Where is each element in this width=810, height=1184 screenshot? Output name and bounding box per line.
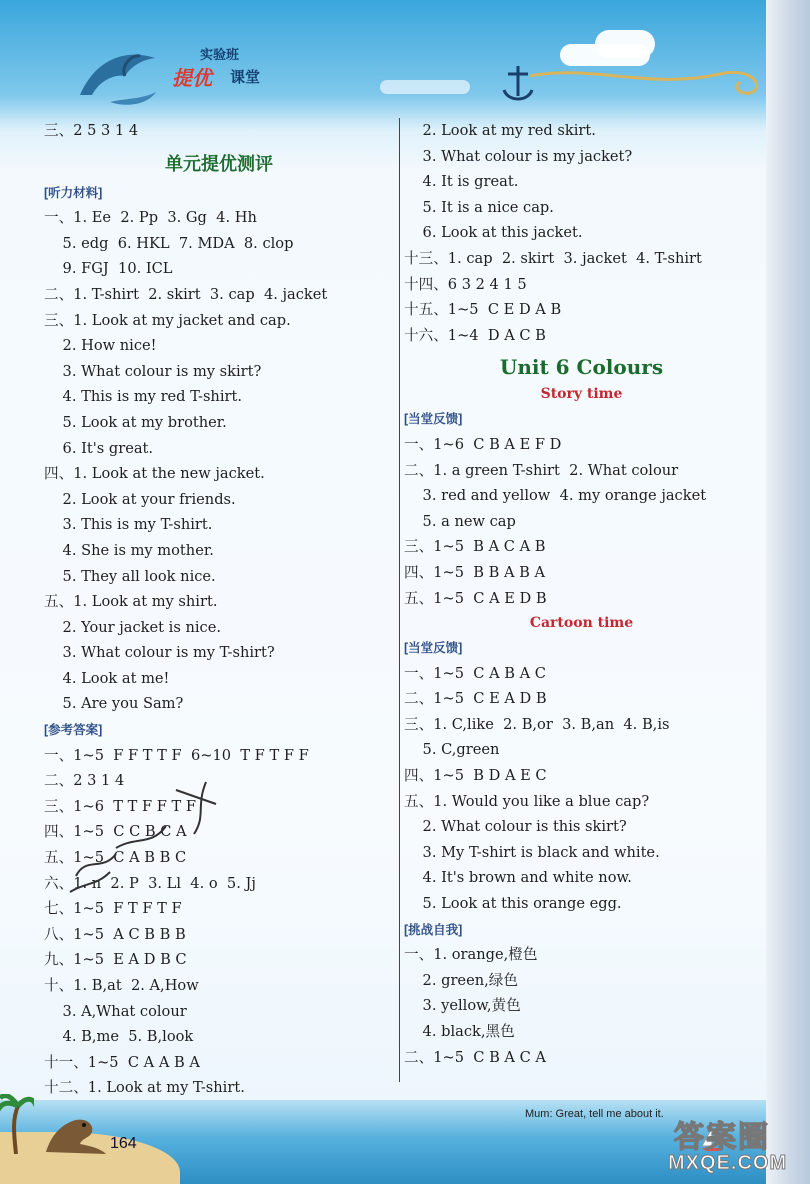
list-item: 2. green,绿色 [404, 971, 518, 989]
list-item: 二、1~5 C B A C A [404, 1048, 546, 1066]
list-item: 3. This is my T-shirt. [44, 516, 213, 534]
seal-icon [40, 1108, 110, 1158]
list-item: 二、1~5 C E A D B [404, 690, 547, 708]
handwriting-scribble [56, 776, 246, 896]
brand-class: 课堂 [230, 69, 261, 86]
list-item: 九、1~5 E A D B C [44, 951, 187, 969]
page-number: 164 [110, 1135, 137, 1152]
list-item: 2. How nice! [44, 337, 157, 355]
cloud-decoration [595, 30, 655, 58]
list-item: 2. Look at my red skirt. [404, 122, 596, 139]
answers-label: [参考答案] [44, 723, 103, 738]
list-item: 3. What colour is my jacket? [404, 147, 633, 165]
list-item: 5. edg 6. HKL 7. MDA 8. clop [44, 234, 294, 252]
list-item: 三、1~6 T T F F T F [44, 797, 197, 815]
list-item: 十三、1. cap 2. skirt 3. jacket 4. T-shirt [404, 249, 702, 267]
list-item: 五、1~5 C A B B C [44, 849, 187, 867]
unit-title: Unit 6 Colours [499, 355, 664, 380]
list-item: 3. My T-shirt is black and white. [404, 843, 660, 861]
list-item: 七、1~5 F T F T F [44, 900, 182, 918]
list-item: 5. Look at my brother. [44, 413, 227, 431]
list-item: 五、1. Look at my shirt. [44, 593, 218, 611]
watermark-top: 答案圈 [674, 1121, 770, 1154]
brand-big: 提优 [172, 68, 212, 90]
listening-label: [听力材料] [44, 185, 103, 200]
list-item: 9. FGJ 10. ICL [44, 260, 173, 278]
list-item: 四、1~5 B B A B A [404, 563, 546, 581]
list-item: 一、1~6 C B A E F D [404, 435, 562, 453]
footer-quote: Mum: Great, tell me about it. [525, 1108, 664, 1120]
list-item: 十、1. B,at 2. A,How [44, 977, 199, 994]
list-item: 十五、1~5 C E D A B [404, 301, 562, 319]
list-item: 八、1~5 A C B B B [44, 925, 186, 943]
list-item: 3. A,What colour [44, 1002, 187, 1020]
list-item: 4. This is my red T-shirt. [44, 388, 242, 406]
section-title: 单元提优测评 [165, 153, 273, 174]
list-item: 6. Look at this jacket. [404, 224, 583, 242]
list-item: 三、1~5 B A C A B [404, 538, 546, 556]
list-item: 4. It is great. [404, 173, 519, 191]
book-spine [766, 0, 810, 1184]
list-item: 五、1~5 C A E D B [404, 589, 547, 607]
story-list [404, 432, 759, 611]
list-item: 十一、1~5 C A A B A [44, 1053, 200, 1071]
dolphin-icon [70, 40, 180, 110]
list-item: 4. Look at me! [44, 669, 170, 687]
story-title: Story time [540, 386, 623, 403]
watermark-bottom: MXQE.COM [668, 1152, 788, 1174]
list-item: 4. It's brown and white now. [404, 869, 632, 887]
list-item: 四、1~5 B D A E C [404, 767, 547, 785]
list-item: 四、1~5 C C B C A [44, 823, 187, 841]
list-item: 3. red and yellow 4. my orange jacket [404, 487, 707, 505]
challenge-label: [挑战自我] [404, 922, 463, 937]
palm-tree-icon [0, 1094, 34, 1154]
list-item: 二、2 3 1 4 [44, 772, 125, 790]
anchor-rope-icon [500, 60, 770, 110]
cartoon-list [404, 661, 759, 917]
left-column [44, 118, 394, 1101]
list-item: 二、1. T-shirt 2. skirt 3. cap 4. jacket [44, 285, 328, 303]
list-item: 3. yellow,黄色 [404, 997, 521, 1015]
list-item: 5. It is a nice cap. [404, 198, 554, 216]
list-item: 一、1. orange,橙色 [404, 946, 538, 964]
list-item: 4. B,me 5. B,look [44, 1028, 194, 1046]
listening-list [44, 205, 394, 717]
list-item: 5. They all look nice. [44, 567, 216, 585]
list-item: 五、1. Would you like a blue cap? [404, 792, 650, 810]
right-column [404, 118, 759, 1070]
list-item: 2. What colour is this skirt? [404, 818, 627, 836]
continuation-list [404, 118, 759, 348]
brand-small: 实验班 [200, 47, 240, 62]
list-item: 四、1. Look at the new jacket. [44, 465, 265, 483]
cloud-decoration [380, 80, 470, 94]
list-item: 5. a new cap [404, 512, 516, 530]
brand-logo [172, 44, 322, 92]
list-item: 3. What colour is my skirt? [44, 362, 262, 380]
list-item: 十四、6 3 2 4 1 5 [404, 275, 527, 293]
list-item: 十二、1. Look at my T-shirt. [44, 1079, 245, 1097]
list-item: 十六、1~4 D A C B [404, 326, 546, 344]
page-header [0, 0, 766, 118]
list-item: 5. Are you Sam? [44, 695, 184, 713]
answer-line: 三、2 5 3 1 4 [44, 122, 139, 139]
feedback-label: [当堂反馈] [404, 412, 463, 427]
list-item: 4. black,黑色 [404, 1023, 515, 1040]
list-item: 4. She is my mother. [44, 541, 214, 559]
list-item: 二、1. a green T-shirt 2. What colour [404, 461, 679, 479]
watermark [668, 1112, 808, 1182]
list-item: 2. Look at your friends. [44, 490, 236, 508]
cartoon-title: Cartoon time [529, 615, 634, 632]
list-item: 5. Look at this orange egg. [404, 895, 622, 913]
feedback-label: [当堂反馈] [404, 641, 463, 656]
list-item: 三、1. C,like 2. B,or 3. B,an 4. B,is [404, 715, 670, 733]
list-item: 2. Your jacket is nice. [44, 618, 221, 636]
list-item: 一、1. Ee 2. Pp 3. Gg 4. Hh [44, 209, 257, 227]
list-item: 3. What colour is my T-shirt? [44, 644, 275, 662]
list-item: 一、1~5 C A B A C [404, 664, 546, 682]
list-item: 六、1. n 2. P 3. Ll 4. o 5. Jj [44, 874, 256, 892]
list-item: 5. C,green [404, 741, 500, 759]
column-divider [399, 118, 400, 1082]
list-item: 6. It's great. [44, 439, 154, 457]
list-item: 三、1. Look at my jacket and cap. [44, 311, 291, 329]
list-item: 一、1~5 F F T T F 6~10 T F T F F [44, 746, 309, 764]
challenge-list [404, 942, 759, 1070]
